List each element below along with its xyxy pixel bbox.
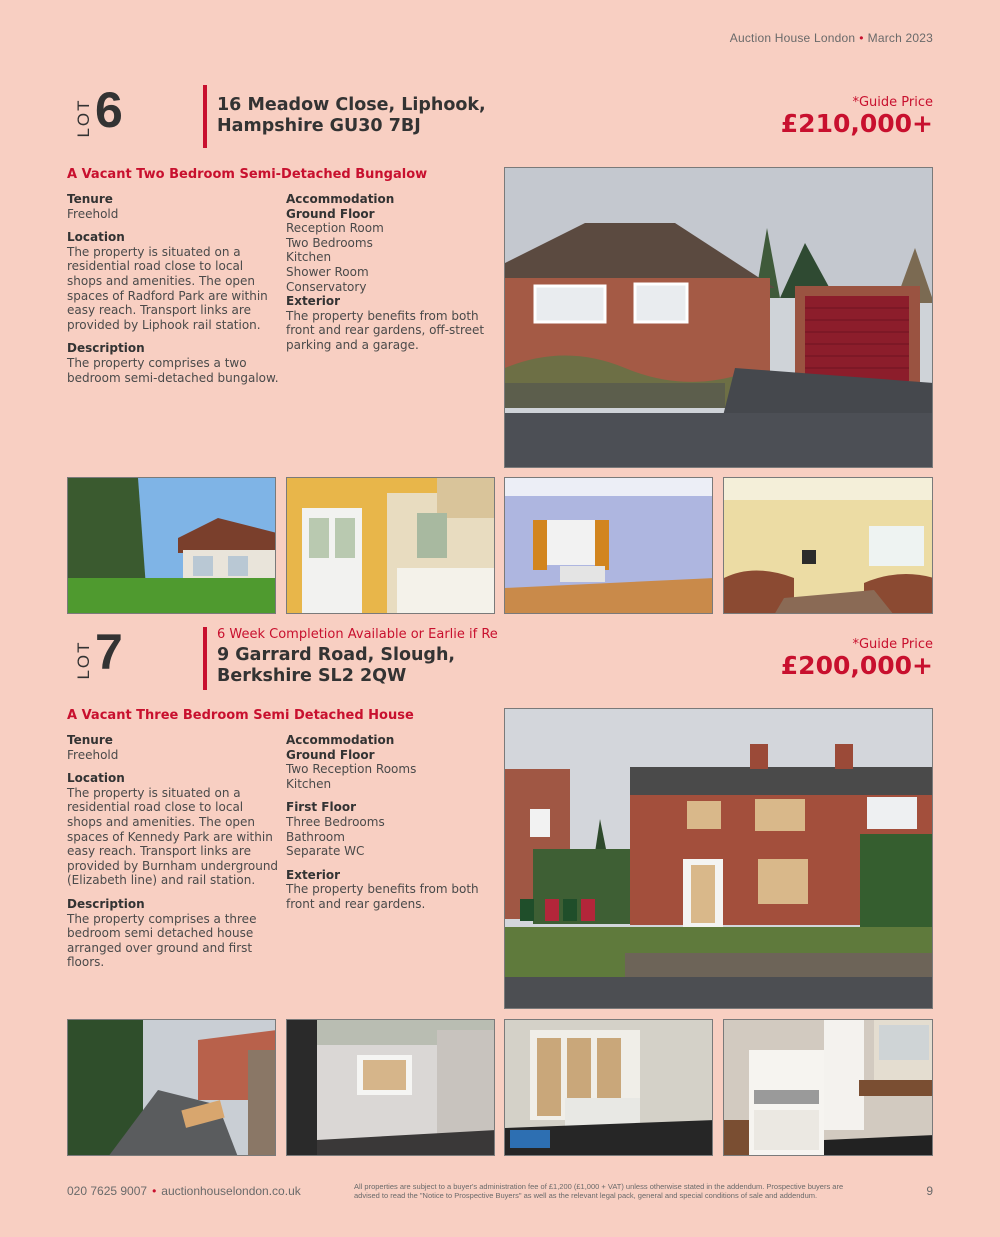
location-heading: Location [67, 771, 125, 786]
lot-7-garden-photo [67, 1019, 276, 1156]
first-floor-heading: First Floor [286, 800, 357, 815]
page-number: 9 [926, 1184, 933, 1198]
guide-price: £210,000+ [780, 109, 933, 138]
lot-7-right-column [286, 733, 496, 921]
lot-6-main-photo [504, 167, 933, 468]
lot-7-left-column [67, 733, 279, 979]
room-item: Shower Room [286, 264, 369, 279]
lot-6-living-room-photo [723, 477, 933, 614]
lot-label [67, 82, 137, 145]
lot-6-right-column [286, 192, 496, 362]
description-text: The property comprises a three bedroom semi detached house arranged over ground and first floors. [67, 911, 257, 970]
tenure-heading: Tenure [67, 192, 113, 206]
lot-7-main-photo [504, 708, 933, 1009]
exterior-text: The property benefits from both front and rear gardens, off-street parking and a garage. [286, 308, 485, 352]
red-rule [203, 627, 207, 690]
address-line-1: 16 Meadow Close, Liphook, [217, 95, 486, 115]
guide-price-label: *Guide Price [852, 95, 933, 110]
lot-address [217, 645, 455, 687]
room-item: Two Bedrooms [286, 235, 373, 250]
website-link[interactable]: auctionhouselondon.co.uk [161, 1184, 301, 1198]
living-room-image [724, 478, 933, 614]
house-exterior-image [505, 709, 933, 1009]
lot-6-kitchen-photo [286, 477, 495, 614]
lot-word: LOT [74, 640, 93, 680]
header-strap [730, 31, 933, 45]
address-line-1: 9 Garrard Road, Slough, [217, 645, 456, 665]
lot-7-room-photo-2 [504, 1019, 713, 1156]
exterior-heading: Exterior [286, 294, 341, 309]
lot-number: 7 [95, 624, 123, 680]
room-item: Kitchen [286, 250, 332, 265]
tenure-value: Freehold [67, 206, 119, 221]
red-rule [203, 85, 207, 148]
lot-7-kitchen-photo [723, 1019, 933, 1156]
guide-price-block [781, 637, 933, 680]
lot-7-room-photo-1 [286, 1019, 495, 1156]
accommodation-heading: Accommodation [286, 192, 395, 206]
tenure-heading: Tenure [67, 733, 113, 747]
footer-fine-print: All properties are subject to a buyer's administration fee of £1,200 (£1,000 + VAT) unless otherwise stated in the addendum. Prospective buyers are advised to read the "Notice to Prospective Buyers" as well as the relevant legal pack, general and special conditions of sale and addendum. [354, 1182, 844, 1200]
room-item: Reception Room [286, 221, 384, 236]
tenure-value: Freehold [67, 747, 119, 762]
ground-floor-heading: Ground Floor [286, 206, 375, 221]
exterior-text: The property benefits from both front and rear gardens. [286, 882, 479, 911]
rear-garden-image [68, 478, 276, 614]
lot-label [67, 624, 137, 687]
lot-6-garden-photo [67, 477, 276, 614]
completion-note: 6 Week Completion Available or Earlie if Re [217, 627, 498, 642]
publisher-name: Auction House London [729, 31, 856, 45]
lot-7-subhead: A Vacant Three Bedroom Semi Detached House [67, 708, 414, 723]
empty-room-image [287, 1020, 495, 1156]
room-item: Bathroom [286, 829, 345, 844]
room-item: Kitchen [286, 776, 332, 791]
ground-floor-heading: Ground Floor [286, 747, 375, 762]
guide-price: £200,000+ [780, 651, 933, 680]
phone-number[interactable]: 020 7625 9007 [67, 1184, 148, 1198]
room-item: Separate WC [286, 844, 365, 859]
address-line-2: Berkshire SL2 2QW [217, 666, 407, 686]
location-heading: Location [67, 230, 125, 245]
footer-separator: • [152, 1184, 157, 1198]
living-room-with-sofa-image [505, 1020, 713, 1156]
bungalow-exterior-image [505, 168, 933, 468]
lot-6-bedroom-photo [504, 477, 713, 614]
footer-contact [67, 1184, 301, 1198]
kitchen-image [287, 478, 495, 614]
description-text: The property comprises a two bedroom semi-detached bungalow. [67, 355, 279, 385]
accommodation-heading: Accommodation [286, 733, 395, 747]
overgrown-garden-image [68, 1020, 276, 1156]
room-item: Conservatory [286, 279, 367, 294]
exterior-heading: Exterior [286, 867, 341, 882]
description-heading: Description [67, 896, 145, 911]
lot-word: LOT [74, 98, 93, 138]
room-item: Three Bedrooms [286, 814, 385, 829]
guide-price-block [781, 95, 933, 138]
location-text: The property is situated on a residential road close to local shops and amenities. The open spaces of Kennedy Park are within easy reach. Transport links are provided by Burnham underground (Elizabeth line) and rail station. [67, 785, 279, 888]
lot-6-left-column [67, 192, 279, 394]
room-item: Two Reception Rooms [286, 762, 417, 777]
bedroom-image [505, 478, 713, 614]
description-heading: Description [67, 341, 145, 356]
lot-address [217, 95, 486, 137]
address-line-2: Hampshire GU30 7BJ [217, 116, 421, 136]
kitchen-with-cooker-image [724, 1020, 933, 1156]
header-separator: • [859, 31, 864, 45]
lot-number: 6 [95, 82, 123, 138]
lot-6-subhead: A Vacant Two Bedroom Semi-Detached Bungalow [67, 167, 428, 182]
location-text: The property is situated on a residential road close to local shops and amenities. The open spaces of Radford Park are within easy reach. Transport links are provided by Liphook rail station. [67, 244, 268, 332]
guide-price-label: *Guide Price [852, 637, 933, 652]
issue-date: March 2023 [867, 31, 933, 45]
